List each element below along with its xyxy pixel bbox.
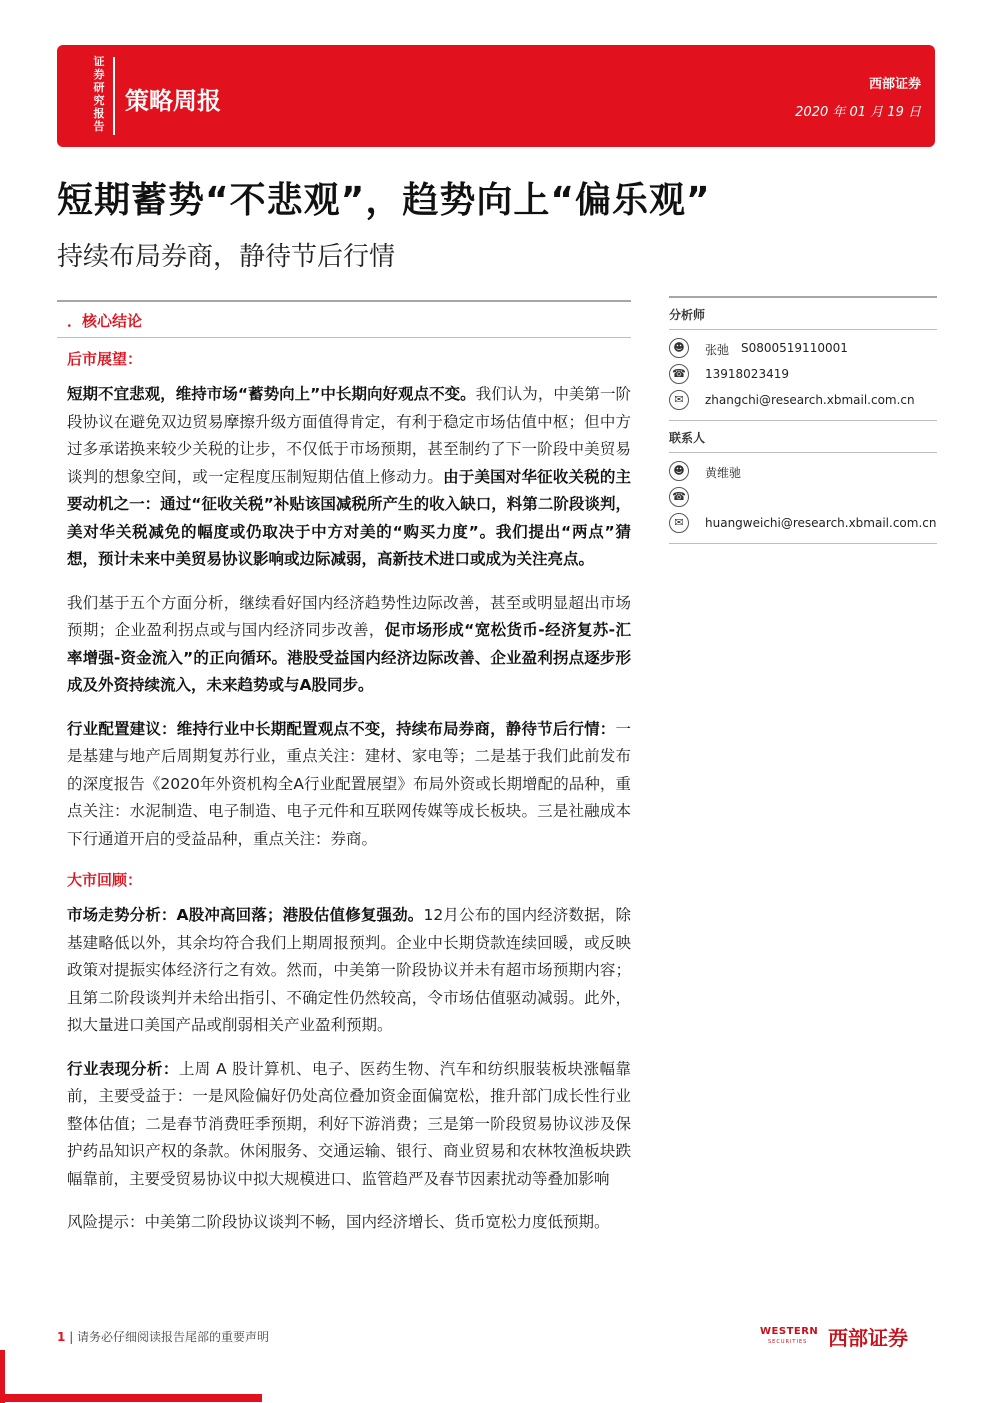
section-heading-review: 大市回顾：	[67, 871, 143, 889]
contact-name-row	[669, 459, 937, 485]
paragraph-outlook	[67, 381, 631, 574]
core-rule	[57, 337, 631, 338]
report-type: 策略周报	[125, 87, 221, 115]
analyst-heading: 分析师	[669, 308, 706, 322]
main-column	[57, 300, 631, 1253]
report-date: 2020 年 01 月 19 日	[795, 105, 921, 120]
mail-icon: ✉	[669, 513, 689, 533]
sidebar	[669, 296, 937, 544]
paragraph-bold: 促市场形成“宽松货币-经济复苏-汇率增强-资金流入”的正向循环。港股受益国内经济边际改善、企业盈利拐点逐步形成及外资持续流入，未来趋势或与A股同步。	[67, 621, 631, 694]
contact-email-row	[669, 511, 937, 537]
report-subtitle: 持续布局券商，静待节后行情	[57, 242, 396, 272]
page-number: 1	[57, 1330, 66, 1344]
paragraph-economy	[67, 590, 631, 700]
logo-english: WESTERN	[760, 1326, 819, 1337]
phone-icon: ☎	[669, 364, 689, 384]
section-heading-outlook: 后市展望：	[67, 350, 143, 368]
sidebar-rule	[669, 329, 937, 330]
analyst-email[interactable]: zhangchi@research.xbmail.com.cn	[705, 393, 915, 407]
vertical-report-label: 证券研究报告	[93, 55, 105, 133]
contact-name: 黄维驰	[705, 466, 742, 480]
header-banner	[57, 45, 935, 147]
footer-disclaimer	[57, 1328, 269, 1345]
mail-icon: ✉	[669, 390, 689, 410]
paragraph-bold: 行业表现分析：	[67, 1059, 179, 1078]
paragraph-text: 风险提示：中美第二阶段协议谈判不畅，国内经济增长、货币宽松力度低预期。	[67, 1213, 610, 1231]
core-conclusion-heading: ．核心结论	[67, 312, 143, 330]
paragraph-bold: 市场走势分析：A股冲高回落；港股估值修复强劲。	[67, 906, 424, 924]
corner-accent-horizontal	[0, 1394, 262, 1402]
contact-heading: 联系人	[669, 431, 706, 445]
paragraph-text: 12月公布的国内经济数据，除基建略低以外，其余均符合我们上期周报预判。企业中长期贷款连续回暖，或反映政策对提振实体经济行之有效。然而，中美第一阶段协议并未有超市场预期内容；且第二阶段谈判并未给出指引、不确定性仍然较高，令市场估值驱动减弱。此外，拟大量进口美国产品或削弱相关产业盈利预期。	[67, 906, 631, 1034]
paragraph-text: 我们基于五个方面分析，继续看好国内经济趋势性边际改善，甚至或明显超出市场预期；企业盈利拐点或与国内经济同步改善，	[67, 593, 631, 639]
paragraph-text: 一是基建与地产后周期复苏行业，重点关注：建材、家电等；二是基于我们此前发布的深度报告《2020年外资机构全A行业配置展望》布局外资或长期增配的品种，重点关注：水泥制造、电子制造、电子元件和互联网传媒等成长板块。三是社融成本下行通道开启的受益品种，重点关注：券商。	[67, 719, 631, 848]
disclaimer-text: 请务必仔细阅读报告尾部的重要声明	[77, 1330, 270, 1344]
header-divider	[113, 57, 115, 135]
paragraph-bold: 由于美国对华征收关税的主要动机之一：通过“征收关税”补贴该国减税所产生的收入缺口，料第二阶段谈判，美对华关税减免的幅度或仍取决于中方对美的“购买力度”。我们提出“两点”猜想，预计未来中美贸易协议影响或边际减弱，高新技术进口或成为关注亮点。	[67, 467, 631, 568]
analyst-name: 张弛	[705, 343, 730, 357]
analyst-phone-row	[669, 362, 937, 388]
analyst-phone: 13918023419	[705, 367, 789, 381]
person-icon: ☻	[669, 461, 689, 481]
paragraph-allocation	[67, 716, 631, 854]
contact-phone-row	[669, 485, 937, 511]
analyst-email-row	[669, 388, 937, 414]
footer-separator: |	[69, 1330, 78, 1344]
contact-email[interactable]: huangweichi@research.xbmail.com.cn	[705, 516, 937, 530]
paragraph-text: 上周 A 股计算机、电子、医药生物、汽车和纺织服装板块涨幅靠前，主要受益于：一是风险偏好仍处高位叠加资金面偏宽松，推升部门成长性行业整体估值；二是春节消费旺季预期，利好下游消费；三是第一阶段贸易协议涉及保护药品知识产权的条款。休闲服务、交通运输、银行、商业贸易和农林牧渔板块跌幅靠前，主要受贸易协议中拟大规模进口、监管趋严及春节因素扰动等叠加影响	[67, 1059, 631, 1188]
paragraph-bold: 短期不宜悲观，维持市场“蓄势向上”中长期向好观点不变。	[67, 385, 476, 403]
footer-logo	[760, 1320, 940, 1350]
sidebar-rule	[669, 543, 937, 544]
report-title: 短期蓄势“不悲观”，趋势向上“偏乐观”	[57, 180, 711, 221]
paragraph-text: 我们认为，中美第一阶段协议在避免双边贸易摩擦升级方面值得肯定，有利于稳定市场估值中枢；但中方过多承诺换来较少关税的让步，不仅低于市场预期，甚至制约了下一阶段中美贸易谈判的想象空间，或一定程度压制短期估值上修动力。	[67, 385, 631, 486]
sidebar-rule	[669, 452, 937, 453]
paragraph-risk	[67, 1209, 631, 1237]
paragraph-industry	[67, 1056, 631, 1194]
person-icon: ☻	[669, 338, 689, 358]
phone-icon: ☎	[669, 487, 689, 507]
logo-english-sub: SECURITIES	[768, 1339, 808, 1345]
logo-chinese: 西部证券	[828, 1326, 908, 1350]
analyst-name-row	[669, 336, 937, 362]
analyst-cert: S0800519110001	[741, 341, 848, 355]
paragraph-market-trend	[67, 902, 631, 1040]
paragraph-bold: 行业配置建议：维持行业中长期配置观点不变，持续布局券商，静待节后行情：	[67, 719, 616, 738]
header-brand: 西部证券	[868, 77, 921, 92]
